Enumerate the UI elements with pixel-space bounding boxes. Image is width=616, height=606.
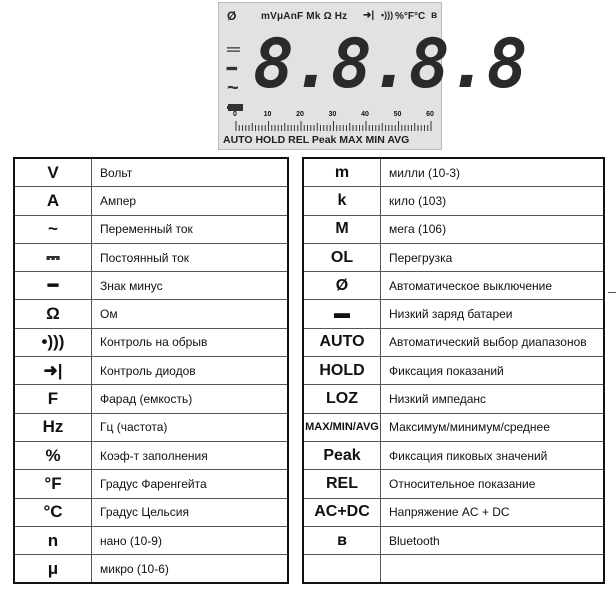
symbol-cell: M <box>303 215 381 243</box>
description-cell: Низкий заряд батареи <box>381 300 605 328</box>
dc-icon: ═ <box>227 39 240 59</box>
description-cell: Постоянный ток <box>92 243 289 271</box>
table-row <box>14 555 288 584</box>
table-row <box>303 498 604 526</box>
edge-mark <box>608 292 616 293</box>
table-row <box>303 328 604 356</box>
table-row <box>14 187 288 215</box>
auto-off-icon: Ø <box>227 9 237 23</box>
scale-number: 60 <box>426 111 434 118</box>
description-cell <box>381 555 605 584</box>
symbol-cell: % <box>14 441 92 469</box>
symbol-cell: •))) <box>14 328 92 356</box>
symbol-cell: ━ <box>14 272 92 300</box>
description-cell: Фиксация показаний <box>381 357 605 385</box>
bargraph-ticks <box>235 121 433 131</box>
symbols-table-right <box>302 157 605 584</box>
table-row <box>303 300 604 328</box>
symbol-cell: HOLD <box>303 357 381 385</box>
table-row <box>303 555 604 584</box>
symbols-table-left <box>13 157 289 584</box>
scale-number: 30 <box>328 111 337 118</box>
description-cell: микро (10-6) <box>92 555 289 584</box>
table-row <box>303 272 604 300</box>
description-cell: Относительное показание <box>381 470 605 498</box>
table-row <box>303 385 604 413</box>
table-row <box>14 328 288 356</box>
continuity-icon: •))) <box>381 10 394 20</box>
description-cell: милли (10-3) <box>381 158 605 187</box>
description-cell: Коэф-т заполнения <box>92 441 289 469</box>
table-row <box>14 357 288 385</box>
symbol-cell: Peak <box>303 441 381 469</box>
description-cell: Градус Фаренгейта <box>92 470 289 498</box>
symbol-cell <box>303 555 381 584</box>
bargraph-scale <box>233 111 433 121</box>
description-cell: мега (106) <box>381 215 605 243</box>
table-row <box>303 470 604 498</box>
description-cell: Низкий импеданс <box>381 385 605 413</box>
description-cell: Гц (частота) <box>92 413 289 441</box>
table-row <box>14 441 288 469</box>
description-cell: Автоматическое выключение <box>381 272 605 300</box>
table-row <box>303 243 604 271</box>
symbol-cell: V <box>14 158 92 187</box>
symbol-cell: ~ <box>14 215 92 243</box>
lcd-bottom-indicators: AUTO HOLD REL Peak MAX MIN AVG <box>223 134 410 146</box>
description-cell: Контроль на обрыв <box>92 328 289 356</box>
table-row <box>14 526 288 554</box>
table-row <box>303 158 604 187</box>
bluetooth-icon: ʙ <box>431 10 438 21</box>
lcd-temp-units: %°F°C <box>395 11 426 22</box>
symbol-cell: ▬ <box>303 300 381 328</box>
diode-icon: ➜| <box>363 10 375 21</box>
scale-number: 0 <box>233 111 237 118</box>
symbol-cell: Ω <box>14 300 92 328</box>
table-row <box>14 300 288 328</box>
description-cell: кило (103) <box>381 187 605 215</box>
table-row <box>303 413 604 441</box>
symbol-cell: °F <box>14 470 92 498</box>
symbol-cell: μ <box>14 555 92 584</box>
symbol-cell: m <box>303 158 381 187</box>
description-cell: нано (10-9) <box>92 526 289 554</box>
symbol-cell: n <box>14 526 92 554</box>
description-cell: Bluetooth <box>381 526 605 554</box>
lcd-units: mVμAnF Mk Ω Hz <box>261 11 348 22</box>
symbol-cell: REL <box>303 470 381 498</box>
table-row <box>303 215 604 243</box>
minus-icon: ━ <box>227 61 237 78</box>
multimeter-lcd-display <box>218 2 526 150</box>
lcd-top-indicators <box>225 9 437 25</box>
symbol-cell: Hz <box>14 413 92 441</box>
symbol-cell: ʙ <box>303 526 381 554</box>
table-row <box>14 385 288 413</box>
table-row <box>14 470 288 498</box>
scale-number: 40 <box>361 111 369 118</box>
table-row <box>14 158 288 187</box>
symbol-cell: A <box>14 187 92 215</box>
description-cell: Фарад (емкость) <box>92 385 289 413</box>
description-cell: Знак минус <box>92 272 289 300</box>
symbol-cell: AUTO <box>303 328 381 356</box>
scale-number: 20 <box>296 111 304 118</box>
symbol-cell: k <box>303 187 381 215</box>
description-cell: Максимум/минимум/среднее <box>381 413 605 441</box>
symbol-cell: °C <box>14 498 92 526</box>
symbol-cell: ⎓ <box>14 243 92 271</box>
ac-icon: ~ <box>227 77 239 99</box>
description-cell: Напряжение AC + DC <box>381 498 605 526</box>
symbol-cell: MAX/MIN/AVG <box>303 413 381 441</box>
table-row <box>303 441 604 469</box>
description-cell: Автоматический выбор диапазонов <box>381 328 605 356</box>
scale-number: 50 <box>393 111 402 118</box>
table-row <box>14 243 288 271</box>
table-row <box>303 357 604 385</box>
description-cell: Контроль диодов <box>92 357 289 385</box>
description-cell: Ом <box>92 300 289 328</box>
table-row <box>14 215 288 243</box>
symbol-cell: ➜| <box>14 357 92 385</box>
description-cell: Фиксация пиковых значений <box>381 441 605 469</box>
table-row <box>14 413 288 441</box>
table-row <box>14 498 288 526</box>
scale-number: 10 <box>263 111 272 118</box>
description-cell: Градус Цельсия <box>92 498 289 526</box>
table-row <box>303 526 604 554</box>
symbol-cell: F <box>14 385 92 413</box>
description-cell: Переменный ток <box>92 215 289 243</box>
description-cell: Вольт <box>92 158 289 187</box>
symbol-cell: Ø <box>303 272 381 300</box>
table-row <box>14 272 288 300</box>
description-cell: Перегрузка <box>381 243 605 271</box>
symbol-cell: AC+DC <box>303 498 381 526</box>
lcd-digits: 8.8.8.8 <box>253 25 526 104</box>
description-cell: Ампер <box>92 187 289 215</box>
table-row <box>303 187 604 215</box>
symbol-cell: OL <box>303 243 381 271</box>
symbol-cell: LOZ <box>303 385 381 413</box>
